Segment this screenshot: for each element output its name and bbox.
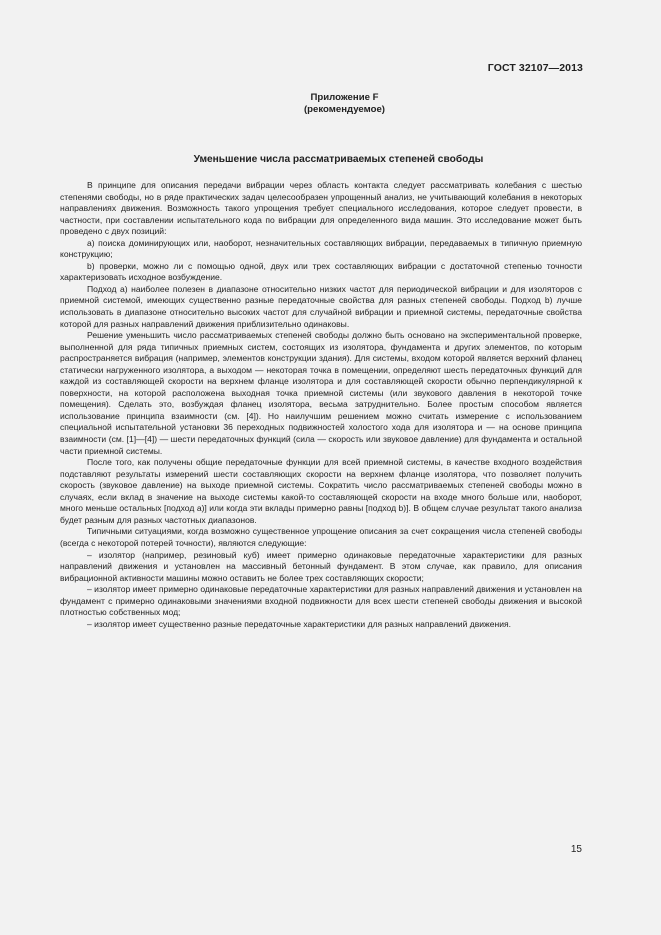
list-item: – изолятор (например, резиновый куб) имеет примерно одинаковые передаточные характеристики для разных направлений движения и установлен на массивный бетонный фундамент. В этом случае, как правило, для описания вибрационной активности машины можно оставить не более трех составляющих скорости; [60,549,582,583]
document-number: ГОСТ 32107—2013 [487,62,583,74]
section-title: Уменьшение числа рассматриваемых степеней свободы [193,154,484,165]
appendix-title: Приложение F [310,92,379,103]
paragraph-approach: Подход a) наиболее полезен в диапазоне относительно низких частот для периодической вибрации и для изоляторов с приемной системой, имеющих существенно разные передаточные свойства для разных степеней свободы. Подход b) лучше использовать в диапазоне относительно высоких частот для случайной вибрации и приемной системы, передаточные свойства которой для разных направлений движения приблизительно одинаковы. [60,283,582,329]
list-item: – изолятор имеет примерно одинаковые передаточные характеристики для разных направлений движения и установлен на фундамент с примерно одинаковыми значениями входной подвижности для всех шести степеней свободы движения и высокой плотностью собственных мод; [60,584,582,618]
paragraph-item-b: b) проверки, можно ли с помощью одной, двух или трех составляющих вибрации с достаточной степенью точности характеризовать исходное возбуждение. [60,260,582,283]
paragraph-intro: В принципе для описания передачи вибрации через область контакта следует рассматривать колебания с шестью степенями свободы, но в ряде практических задач целесообразен упрощенный анализ, не учитывающий колебания в некоторых направлениях движения. Возможность такого упрощения требует специального исследования, которое следует провести, в частности, при составлении испытательного кода по вибрации для определенного вида машин. Это исследование может быть проведено с двух позиций: [60,180,582,237]
paragraph-item-a: a) поиска доминирующих или, наоборот, незначительных составляющих вибрации, передаваемых в типичную приемную конструкцию; [60,237,582,260]
paragraph-decision: Решение уменьшить число рассматриваемых степеней свободы должно быть основано на экспериментальной проверке, выполненной для ряда типичных приемных систем, состоящих из изолятора, фундамента и других элементов, по которым распространяется вибрация (например, элементов конструкции здания). Для системы, входом которой является верхний фланец статически нагруженного изолятора, а выходом — некоторая точка в помещении, определяют шесть передаточных функций для каждой из составляющей скорости на верхнем фланце изолятора и для составляющей скорости обычно перпендикулярной к поверхности, на которой расположена выходная точка приемной системы (или звукового давления в некоторой точке помещения). Сделать это, возбуждая фланец изолятора, весьма затруднительно. Более простым способом является использование принципа взаимности (см. [4]). Но наилучшим решением можно считать измерение с использованием специальной испытательной установки 36 переходных подвижностей холостого хода для изолятора и — на основе принципа взаимности (см. [1]—[4]) — шести передаточных функций (сила — скорость или звуковое давление) для фундамента и остальной части приемной системы. [60,330,582,456]
page-number: 15 [570,844,582,855]
paragraph-typical-situations: Типичными ситуациями, когда возможно существенное упрощение описания за счет сокращения числа степеней свободы (всегда с некоторой потерей точности), являются следующие: [60,526,582,548]
list-item: – изолятор имеет существенно разные передаточные характеристики для разных направлений движения. [87,618,512,629]
body-text [60,180,582,630]
paragraph-transfer-functions: После того, как получены общие передаточные функции для всей приемной системы, в качестве входного воздействия подставляют результаты измерений шести составляющих скорости на верхнем фланце изолятора, что позволяет получить скорость (звуковое давление) на выходе приемной системы. Сократить число рассматриваемых степеней свободы можно в случаях, если вклад в значение на выходе системы какой-то составляющей скорости на входе много больше или, наоборот, много меньше остальных [подход a)] или когда эти вклады примерно равны [подход b)]. В общем случае результат такого анализа будет разным для разных частотных диапазонов. [60,457,582,525]
appendix-status: (рекомендуемое) [303,104,385,115]
